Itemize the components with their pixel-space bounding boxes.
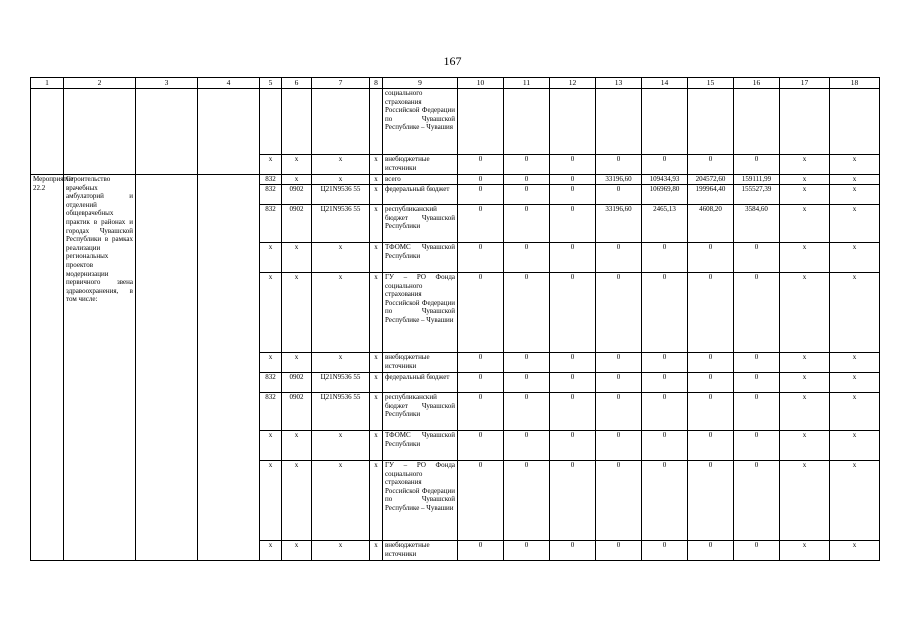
cont-col1 xyxy=(31,89,64,155)
code-cell: 832 xyxy=(260,205,282,243)
value-cell: 0 xyxy=(458,431,504,461)
code-cell: x xyxy=(780,185,830,205)
value-cell: 0 xyxy=(458,185,504,205)
value-cell: 0 xyxy=(550,393,596,431)
column-header-5: 5 xyxy=(260,78,282,89)
value-cell: 0 xyxy=(734,353,780,373)
code-cell: 0902 xyxy=(282,373,312,393)
value-cell: 0 xyxy=(504,541,550,561)
code-cell: x xyxy=(780,393,830,431)
value-cell: 0 xyxy=(504,273,550,353)
code-cell: x xyxy=(370,461,383,541)
code-cell: x xyxy=(780,541,830,561)
value-cell: 0 xyxy=(596,353,642,373)
column-header-14: 14 xyxy=(642,78,688,89)
value-cell: 0 xyxy=(550,155,596,175)
value-cell: 0 xyxy=(550,175,596,185)
value-cell: 0 xyxy=(596,243,642,273)
kbk-cell: Ц21N9536 55 xyxy=(312,185,370,205)
code-cell: 0902 xyxy=(282,185,312,205)
value-cell: 0 xyxy=(504,205,550,243)
code-cell: x xyxy=(830,393,880,431)
value-cell: 0 xyxy=(688,541,734,561)
code-cell: x xyxy=(370,243,383,273)
code-cell: x xyxy=(260,461,282,541)
table-row xyxy=(31,175,880,185)
value-cell xyxy=(458,89,504,155)
column-header-11: 11 xyxy=(504,78,550,89)
value-cell: 0 xyxy=(458,373,504,393)
code-cell: x xyxy=(260,541,282,561)
code-cell: x xyxy=(830,205,880,243)
column-header-1: 1 xyxy=(31,78,64,89)
kbk-cell: x xyxy=(312,273,370,353)
value-cell: 0 xyxy=(596,185,642,205)
value-cell: 0 xyxy=(734,541,780,561)
value-cell: 3584,60 xyxy=(734,205,780,243)
value-cell: 0 xyxy=(642,273,688,353)
column-header-8: 8 xyxy=(370,78,383,89)
value-cell: 0 xyxy=(504,461,550,541)
code-cell: x xyxy=(370,175,383,185)
code-cell: x xyxy=(282,175,312,185)
code-cell: x xyxy=(370,431,383,461)
source-cell: республиканский бюджет Чувашской Республики xyxy=(383,205,458,243)
value-cell: 0 xyxy=(688,353,734,373)
code-cell: x xyxy=(282,353,312,373)
code-cell: x xyxy=(830,185,880,205)
value-cell: 0 xyxy=(550,205,596,243)
code-cell: x xyxy=(830,243,880,273)
cont-col3 xyxy=(136,89,198,155)
kbk-cell: x xyxy=(312,353,370,373)
value-cell: 109434,93 xyxy=(642,175,688,185)
kbk-cell: x xyxy=(312,431,370,461)
code-cell: x xyxy=(830,541,880,561)
value-cell: 155527,39 xyxy=(734,185,780,205)
code-cell: 832 xyxy=(260,185,282,205)
source-cell: ТФОМС Чувашской Республики xyxy=(383,431,458,461)
value-cell: 0 xyxy=(642,393,688,431)
code-cell: x xyxy=(830,461,880,541)
column-header-4: 4 xyxy=(198,78,260,89)
value-cell: 0 xyxy=(642,431,688,461)
code-cell: x xyxy=(370,205,383,243)
source-cell: ТФОМС Чувашской Республики xyxy=(383,243,458,273)
kbk-cell: Ц21N9536 55 xyxy=(312,205,370,243)
code-cell: x xyxy=(260,155,282,175)
column-header-3: 3 xyxy=(136,78,198,89)
column-header-2: 2 xyxy=(64,78,136,89)
value-cell: 0 xyxy=(504,155,550,175)
budget-table xyxy=(30,77,880,561)
source-cell: ГУ – РО Фонда социального страхования Российской Федерации по Чувашской Республике – Чувашии xyxy=(383,273,458,353)
code-cell: 0902 xyxy=(282,393,312,431)
value-cell: 0 xyxy=(596,461,642,541)
source-cell: внебюджетные источники xyxy=(383,353,458,373)
code-cell: x xyxy=(370,185,383,205)
value-cell: 0 xyxy=(550,353,596,373)
table-row xyxy=(31,155,880,175)
column-header-15: 15 xyxy=(688,78,734,89)
value-cell: 0 xyxy=(550,273,596,353)
value-cell: 0 xyxy=(458,205,504,243)
code-cell: x xyxy=(370,373,383,393)
code-cell: x xyxy=(370,393,383,431)
code-cell: x xyxy=(780,373,830,393)
code-cell: x xyxy=(780,353,830,373)
value-cell: 0 xyxy=(596,393,642,431)
value-cell: 0 xyxy=(458,273,504,353)
source-cell: внебюджетные источники xyxy=(383,541,458,561)
code-cell: x xyxy=(830,431,880,461)
value-cell: 0 xyxy=(458,541,504,561)
co-executor-cell xyxy=(198,175,260,561)
code-cell: x xyxy=(830,353,880,373)
column-header-17: 17 xyxy=(780,78,830,89)
code-cell: 832 xyxy=(260,393,282,431)
value-cell: 0 xyxy=(550,541,596,561)
value-cell: 0 xyxy=(734,431,780,461)
value-cell: 0 xyxy=(458,461,504,541)
value-cell xyxy=(596,89,642,155)
source-cell: социального страхования Российской Федерации по Чувашской Республике – Чувашия xyxy=(383,89,458,155)
code-cell: x xyxy=(282,155,312,175)
code-cell: x xyxy=(780,175,830,185)
code-cell: x xyxy=(282,243,312,273)
value-cell: 0 xyxy=(642,541,688,561)
value-cell: 204572,60 xyxy=(688,175,734,185)
cont-col3 xyxy=(136,155,198,175)
activity-name: Строительство врачебных амбулаторий и отделений общеврачебных практик в районах и городах Чувашской Республики в рамках реализации региональных проектов модернизации первичного звена здравоохранения, в том числе: xyxy=(64,175,136,561)
value-cell: 159111,99 xyxy=(734,175,780,185)
value-cell: 0 xyxy=(688,393,734,431)
value-cell: 0 xyxy=(458,243,504,273)
value-cell: 0 xyxy=(688,243,734,273)
value-cell: 0 xyxy=(642,353,688,373)
code-cell: x xyxy=(830,175,880,185)
value-cell: 0 xyxy=(734,155,780,175)
value-cell xyxy=(504,89,550,155)
column-header-13: 13 xyxy=(596,78,642,89)
value-cell xyxy=(734,89,780,155)
code-cell: x xyxy=(780,273,830,353)
value-cell xyxy=(780,89,830,155)
value-cell: 0 xyxy=(642,243,688,273)
column-header-6: 6 xyxy=(282,78,312,89)
source-cell: республиканский бюджет Чувашской Республики xyxy=(383,393,458,431)
value-cell: 0 xyxy=(734,273,780,353)
kbk-cell: x xyxy=(312,461,370,541)
value-cell: 0 xyxy=(504,353,550,373)
value-cell: 33196,60 xyxy=(596,205,642,243)
value-cell: 0 xyxy=(504,243,550,273)
code-cell: x xyxy=(830,155,880,175)
cont-col4 xyxy=(198,155,260,175)
code-cell: 832 xyxy=(260,175,282,185)
column-header-7: 7 xyxy=(312,78,370,89)
value-cell xyxy=(642,89,688,155)
page-number: 167 xyxy=(443,54,462,68)
code-cell: 0902 xyxy=(282,205,312,243)
value-cell: 33196,60 xyxy=(596,175,642,185)
value-cell: 0 xyxy=(642,373,688,393)
column-header-12: 12 xyxy=(550,78,596,89)
cont-col8 xyxy=(370,89,383,155)
kbk-cell: Ц21N9536 55 xyxy=(312,393,370,431)
source-cell: федеральный бюджет xyxy=(383,373,458,393)
code-cell: x xyxy=(370,353,383,373)
value-cell: 0 xyxy=(504,373,550,393)
value-cell: 0 xyxy=(596,541,642,561)
value-cell: 4608,20 xyxy=(688,205,734,243)
code-cell: x xyxy=(282,273,312,353)
value-cell: 0 xyxy=(642,155,688,175)
table-row xyxy=(31,89,880,155)
code-cell: x xyxy=(780,155,830,175)
cont-col6 xyxy=(282,89,312,155)
column-header-16: 16 xyxy=(734,78,780,89)
code-cell: x xyxy=(260,273,282,353)
cont-col1 xyxy=(31,155,64,175)
value-cell: 0 xyxy=(550,373,596,393)
responsible-cell xyxy=(136,175,198,561)
code-cell: x xyxy=(830,273,880,353)
code-cell: x xyxy=(260,353,282,373)
value-cell: 0 xyxy=(596,431,642,461)
value-cell: 0 xyxy=(688,431,734,461)
cont-col4 xyxy=(198,89,260,155)
code-cell: x xyxy=(260,243,282,273)
code-cell: x xyxy=(370,541,383,561)
value-cell: 0 xyxy=(504,185,550,205)
value-cell: 0 xyxy=(550,431,596,461)
value-cell xyxy=(830,89,880,155)
code-cell: x xyxy=(780,461,830,541)
source-cell: всего xyxy=(383,175,458,185)
value-cell: 0 xyxy=(596,155,642,175)
value-cell: 0 xyxy=(734,373,780,393)
value-cell: 0 xyxy=(550,185,596,205)
value-cell: 0 xyxy=(458,353,504,373)
value-cell: 0 xyxy=(734,243,780,273)
kbk-cell: x xyxy=(312,175,370,185)
value-cell: 0 xyxy=(458,155,504,175)
value-cell: 0 xyxy=(688,155,734,175)
column-header-18: 18 xyxy=(830,78,880,89)
source-cell: внебюджетные источники xyxy=(383,155,458,175)
cont-col7 xyxy=(312,89,370,155)
code-cell: x xyxy=(830,373,880,393)
value-cell: 0 xyxy=(504,431,550,461)
value-cell: 0 xyxy=(504,393,550,431)
value-cell: 199964,40 xyxy=(688,185,734,205)
source-cell: ГУ – РО Фонда социального страхования Российской Федерации по Чувашской Республике – Чувашии xyxy=(383,461,458,541)
activity-number: Мероприятие 22.2 xyxy=(31,175,64,561)
value-cell: 0 xyxy=(504,175,550,185)
cont-col2 xyxy=(64,155,136,175)
value-cell xyxy=(688,89,734,155)
value-cell: 2465,13 xyxy=(642,205,688,243)
kbk-cell: x xyxy=(312,541,370,561)
column-header-row xyxy=(31,78,880,89)
value-cell: 0 xyxy=(642,461,688,541)
value-cell: 0 xyxy=(734,393,780,431)
value-cell: 0 xyxy=(458,175,504,185)
value-cell: 0 xyxy=(734,461,780,541)
code-cell: x xyxy=(780,243,830,273)
value-cell: 106969,80 xyxy=(642,185,688,205)
value-cell: 0 xyxy=(550,461,596,541)
code-cell: x xyxy=(260,431,282,461)
code-cell: x xyxy=(780,431,830,461)
value-cell: 0 xyxy=(458,393,504,431)
value-cell: 0 xyxy=(688,273,734,353)
code-cell: x xyxy=(370,155,383,175)
column-header-9: 9 xyxy=(383,78,458,89)
code-cell: x xyxy=(282,461,312,541)
value-cell xyxy=(550,89,596,155)
kbk-cell: Ц21N9536 55 xyxy=(312,373,370,393)
kbk-cell: x xyxy=(312,243,370,273)
code-cell: x xyxy=(370,273,383,353)
code-cell: x xyxy=(780,205,830,243)
cont-col2 xyxy=(64,89,136,155)
value-cell: 0 xyxy=(550,243,596,273)
code-cell: x xyxy=(282,541,312,561)
value-cell: 0 xyxy=(596,273,642,353)
column-header-10: 10 xyxy=(458,78,504,89)
cont-col5 xyxy=(260,89,282,155)
code-cell: x xyxy=(282,431,312,461)
value-cell: 0 xyxy=(688,461,734,541)
value-cell: 0 xyxy=(688,373,734,393)
source-cell: федеральный бюджет xyxy=(383,185,458,205)
code-cell: 832 xyxy=(260,373,282,393)
kbk-cell: x xyxy=(312,155,370,175)
value-cell: 0 xyxy=(596,373,642,393)
